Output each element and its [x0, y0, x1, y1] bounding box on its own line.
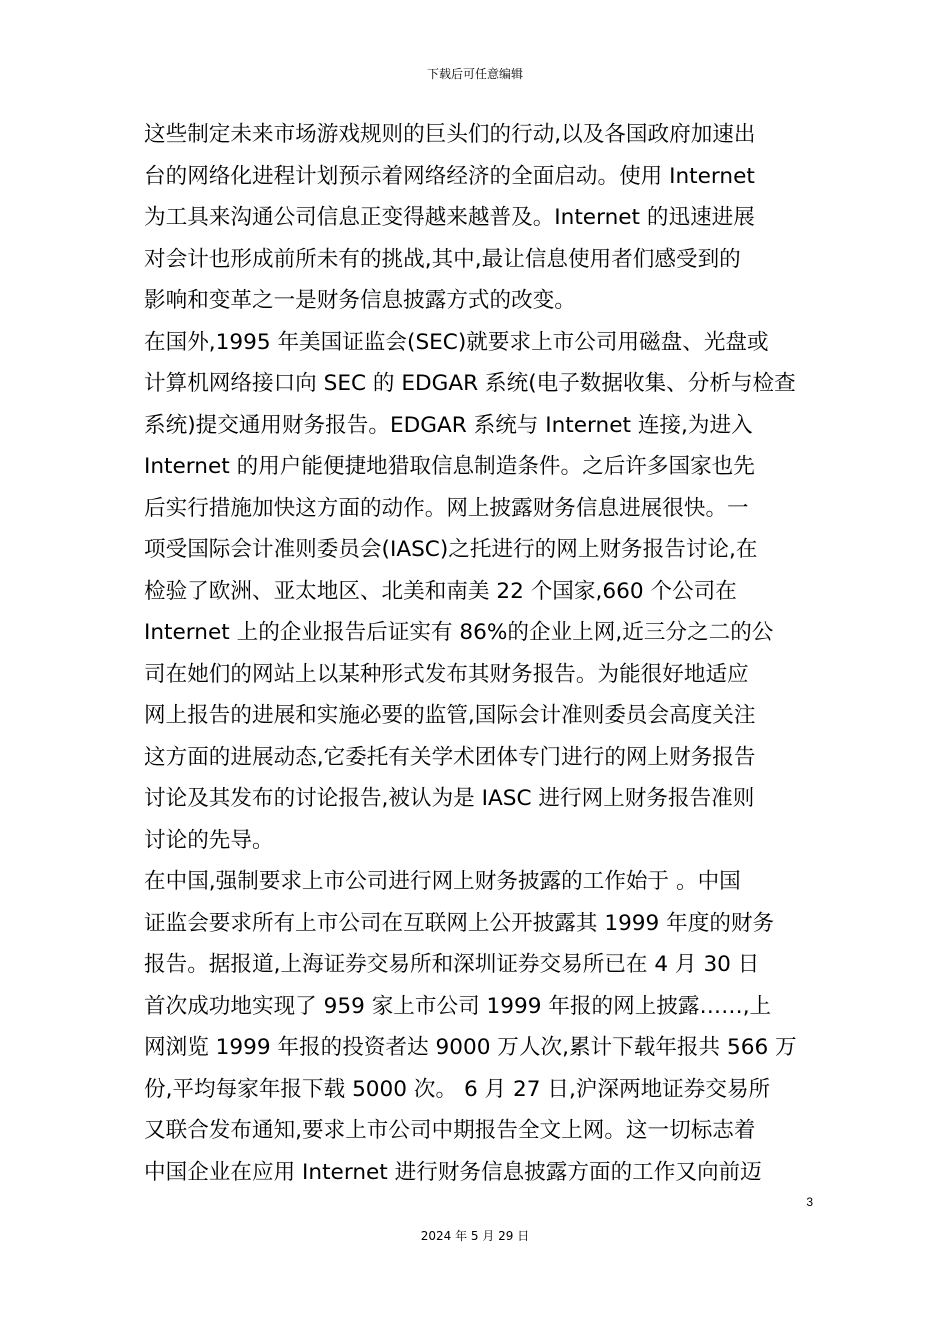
text-line: 讨论及其发布的讨论报告,被认为是 IASC 进行网上财务报告准则 — [144, 786, 755, 811]
text-line: 网上报告的进展和实施必要的监管,国际会计准则委员会高度关注 — [144, 703, 756, 728]
text-line: 项受国际会计准则委员会(IASC)之托进行的网上财务报告讨论,在 — [144, 537, 758, 562]
text-line: Internet 的用户能便捷地猎取信息制造条件。之后许多国家也先 — [144, 454, 755, 479]
text-line: 检验了欧洲、亚太地区、北美和南美 22 个国家,660 个公司在 — [144, 578, 737, 604]
text-line: 证监会要求所有上市公司在互联网上公开披露其 1999 年度的财务 — [144, 910, 775, 936]
page-footer-date: 2024 年 5 月 29 日 — [420, 1229, 530, 1243]
text-line: 这方面的进展动态,它委托有关学术团体专门进行的网上财务报告 — [144, 744, 756, 770]
text-line: 这些制定未来市场游戏规则的巨头们的行动,以及各国政府加速出 — [144, 122, 756, 147]
page-number: 3 — [806, 1195, 813, 1209]
text-line: 在中国,强制要求上市公司进行网上财务披露的工作始于 。中国 — [144, 869, 741, 894]
text-line: 司在她们的网站上以某种形式发布其财务报告。为能很好地适应 — [144, 661, 749, 687]
text-line: 在国外,1995 年美国证监会(SEC)就要求上市公司用磁盘、光盘或 — [144, 329, 769, 355]
text-line: 中国企业在应用 Internet 进行财务信息披露方面的工作又向前迈 — [144, 1159, 762, 1185]
text-line: 首次成功地实现了 959 家上市公司 1999 年报的网上披露……,上 — [144, 993, 772, 1019]
text-line: 计算机网络接口向 SEC 的 EDGAR 系统(电子数据收集、分析与检查 — [144, 371, 796, 396]
text-line: 对会计也形成前所未有的挑战,其中,最让信息使用者们感受到的 — [144, 246, 741, 272]
text-line: 影响和变革之一是财务信息披露方式的改变。 — [144, 288, 576, 313]
text-line: 又联合发布通知,要求上市公司中期报告全文上网。这一切标志着 — [144, 1118, 756, 1143]
text-line: 后实行措施加快这方面的动作。网上披露财务信息进展很快。一 — [144, 495, 749, 521]
document-body — [144, 114, 804, 1193]
text-line: 为工具来沟通公司信息正变得越来越普及。Internet 的迅速进展 — [144, 205, 755, 230]
page-header: 下载后可任意编辑 — [426, 67, 523, 81]
text-line: 台的网络化进程计划预示着网络经济的全面启动。使用 Internet — [144, 163, 755, 189]
text-line: 系统)提交通用财务报告。EDGAR 系统与 Internet 连接,为进入 — [144, 412, 753, 438]
text-line: 份,平均每家年报下载 5000 次。 6 月 27 日,沪深两地证券交易所 — [144, 1076, 771, 1102]
text-line: 报告。据报道,上海证券交易所和深圳证券交易所已在 4 月 30 日 — [144, 952, 760, 977]
text-line: 讨论的先导。 — [144, 827, 274, 853]
text-line: 网浏览 1999 年报的投资者达 9000 万人次,累计下载年报共 566 万 — [144, 1035, 797, 1060]
text-line: Internet 上的企业报告后证实有 86%的企业上网,近三分之二的公 — [144, 620, 774, 645]
